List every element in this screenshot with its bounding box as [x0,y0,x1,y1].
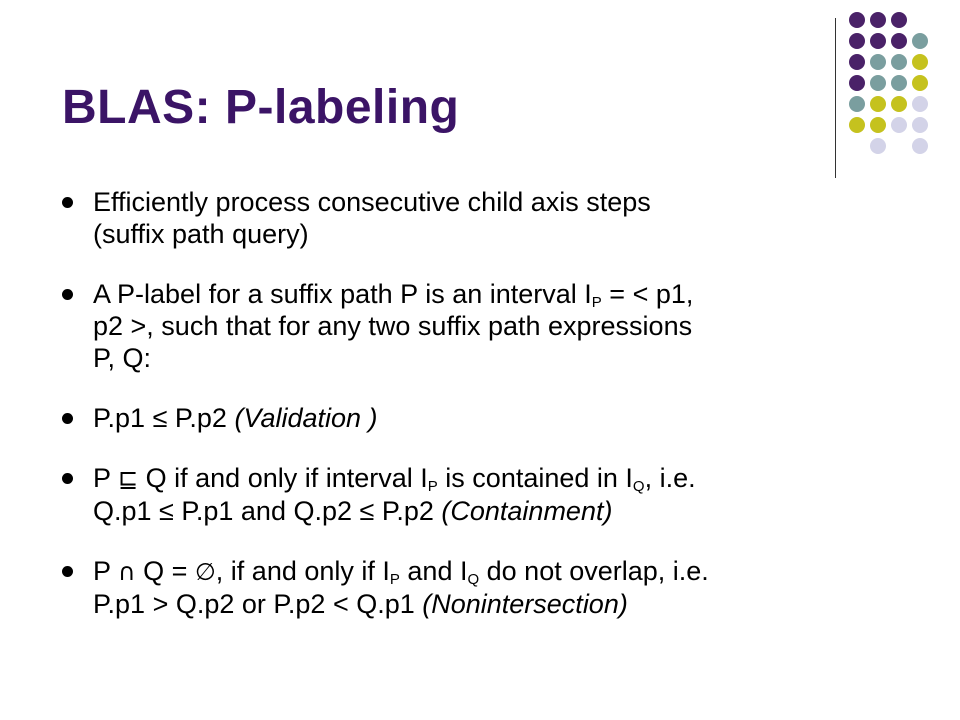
bullet-item [60,555,940,620]
empty-set-symbol: ∅ [194,558,216,586]
bullet-text: P.p1 > Q.p2 or P.p2 < Q.p1 [93,589,423,619]
subscript: Q [632,478,645,495]
bullet-item [60,462,940,527]
bullet-text: , i.e. [644,463,696,493]
bullet-text: P.p1 ≤ P.p2 [93,403,235,433]
decorative-dot-icon [870,54,886,70]
intersection-symbol: ∩ [118,558,136,586]
decorative-dot-icon [849,12,865,28]
bullet-text: and I [399,556,468,586]
bullet-text: Efficiently process consecutive child axis steps [93,187,651,217]
bullet-text: P, Q: [93,343,152,373]
decorative-dot-icon [912,138,928,154]
decorative-dot-icon [849,33,865,49]
vertical-divider [835,18,836,178]
decorative-dot-icon [849,96,865,112]
bullet-text: p2 >, such that for any two suffix path expressions [93,311,693,341]
decorative-dot-icon [849,117,865,133]
subscript: P [389,571,400,588]
subscript: P [591,294,602,311]
bullet-text: Q.p1 ≤ P.p1 and Q.p2 ≤ P.p2 [93,496,442,526]
decorative-dot-icon [849,75,865,91]
bullet-text: is contained in I [437,463,633,493]
bullet-emphasis: (Containment) [441,496,613,526]
bullet-item [60,402,940,434]
decorative-dot-icon [870,75,886,91]
decorative-dot-icon [891,75,907,91]
bullet-text: = < p1, [601,279,694,309]
bullet-text: Q if and only if interval I [138,463,428,493]
bullet-list [60,186,940,620]
decorative-dot-icon [891,96,907,112]
bullet-emphasis: (Validation ) [234,403,378,433]
subscript: P [427,478,438,495]
decorative-dot-icon [849,54,865,70]
subscript: Q [467,571,480,588]
decorative-dot-icon [870,117,886,133]
bullet-dot-icon [62,413,73,424]
bullet-item [60,186,940,250]
decorative-dot-icon [912,75,928,91]
decorative-dot-icon [891,54,907,70]
decorative-dot-icon [891,12,907,28]
bullet-text: P [93,463,119,493]
decorative-dot-icon [912,33,928,49]
decorative-dot-icon [891,117,907,133]
bullet-emphasis: (Nonintersection) [422,589,628,619]
decorative-dot-icon [870,12,886,28]
bullet-dot-icon [62,473,73,484]
decorative-dot-icon [870,96,886,112]
bullet-dot-icon [62,197,73,208]
decorative-dot-icon [912,117,928,133]
decorative-dot-icon [912,54,928,70]
bullet-text: , if and only if I [215,556,390,586]
bullet-dot-icon [62,289,73,300]
subset-symbol: ⊑ [118,465,139,493]
bullet-text: (suffix path query) [93,219,309,249]
bullet-item [60,278,940,374]
decorative-dot-icon [891,33,907,49]
bullet-dot-icon [62,566,73,577]
bullet-text: P [93,556,119,586]
bullet-text: do not overlap, i.e. [479,556,709,586]
bullet-text: A P-label for a suffix path P is an interval I [93,279,592,309]
bullet-text: Q = [135,556,195,586]
slide-title: BLAS: P-labeling [62,81,460,134]
decorative-dot-icon [870,33,886,49]
decorative-dot-icon [870,138,886,154]
decorative-dot-icon [912,96,928,112]
